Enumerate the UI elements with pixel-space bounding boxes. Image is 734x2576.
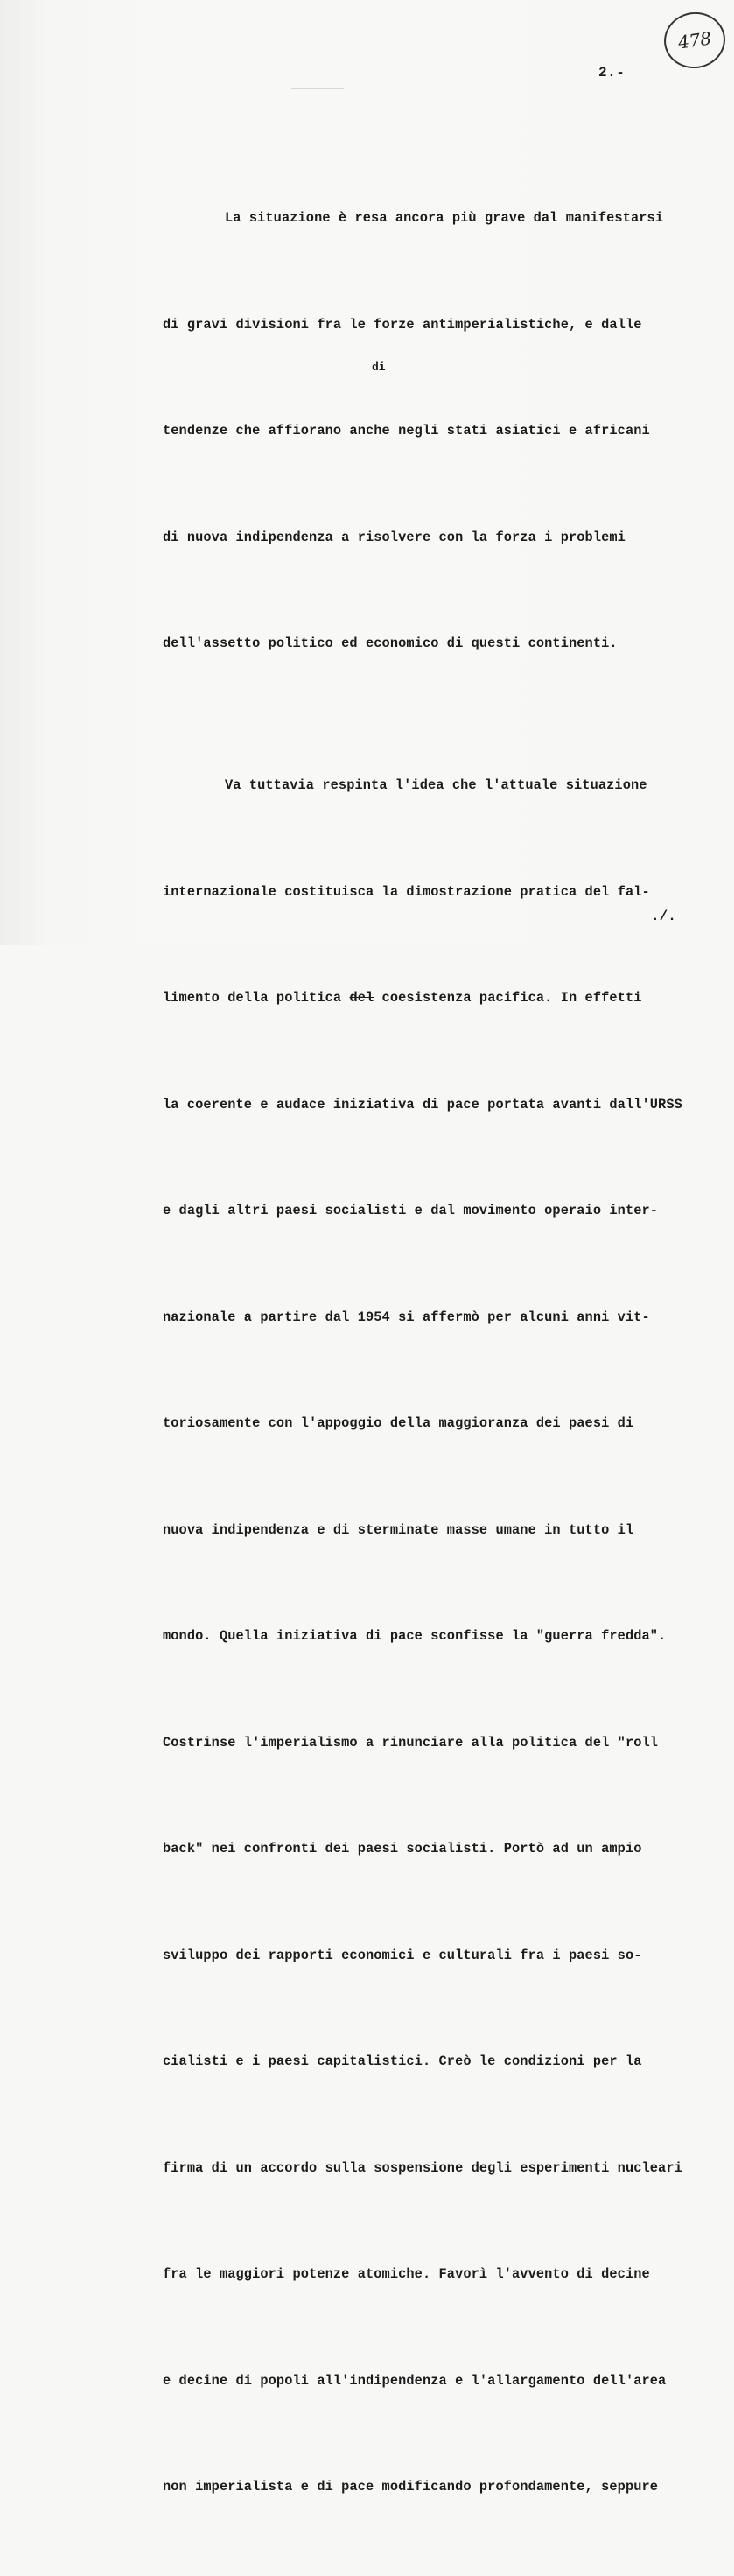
text-line: e decine di popoli all'indipendenza e l'allargamento dell'area <box>163 2372 667 2389</box>
text-line: back" nei confronti dei paesi socialisti. Portò ad un ampio <box>163 1841 642 1857</box>
text-line: nazionale a partire dal 1954 si affermò per alcuni anni vit- <box>163 1309 650 1325</box>
text-line: di nuova indipendenza a risolvere con la forza i problemi <box>163 529 626 545</box>
text-line: cialisti e i paesi capitalistici. Creò le condizioni per la <box>163 2053 642 2069</box>
faint-mark <box>291 88 344 89</box>
text-line: dell'assetto politico ed economico di questi continenti. <box>163 635 618 651</box>
text-line: Costrinse l'imperialismo a rinunciare alla politica del "roll <box>163 1734 659 1751</box>
text-line: fra le maggiori potenze atomiche. Favorì l'avvento di decine <box>163 2266 650 2282</box>
text-line: mondo. Quella iniziativa di pace sconfisse la "guerra fredda". <box>163 1628 667 1644</box>
archive-number: 478 <box>676 27 713 53</box>
text-segment: coesistenza pacifica. In effetti <box>374 990 642 1006</box>
text-line: Va tuttavia respinta l'idea che l'attuale situazione <box>225 777 647 793</box>
continuation-mark: ./. <box>651 909 676 924</box>
struck-word: del <box>349 990 374 1006</box>
interlinear-correction: di <box>372 361 386 374</box>
text-line: tendenze che affiorano anche negli stati asiatici e africani <box>163 423 650 439</box>
archive-number-stamp <box>661 8 729 72</box>
text-line-with-correction <box>163 980 723 1016</box>
page-number: 2.- <box>598 65 626 81</box>
text-line: La situazione è resa ancora più grave dal manifestarsi <box>225 210 664 226</box>
text-line: internazionale costituisca la dimostrazione pratica del fal- <box>163 883 650 900</box>
text-line: la coerente e audace iniziativa di pace portata avanti dall'URSS <box>163 1096 682 1113</box>
text-line: firma di un accordo sulla sospensione degli esperimenti nucleari <box>163 2159 682 2176</box>
text-line: e dagli altri paesi socialisti e dal movimento operaio inter- <box>163 1203 659 1218</box>
text-line: toriosamente con l'appoggio della maggioranza dei paesi di <box>163 1415 634 1431</box>
text-line: di gravi divisioni fra le forze antimperialistiche, e dalle <box>163 316 642 333</box>
text-line: non imperialista e di pace modificando profondamente, seppure <box>163 2479 659 2495</box>
text-line: nuova indipendenza e di sterminate masse umane in tutto il <box>163 1521 634 1538</box>
text-segment: limento della politica <box>163 990 350 1006</box>
document-body <box>163 130 723 2576</box>
text-line: sviluppo dei rapporti economici e culturali fra i paesi so- <box>163 1947 642 1963</box>
